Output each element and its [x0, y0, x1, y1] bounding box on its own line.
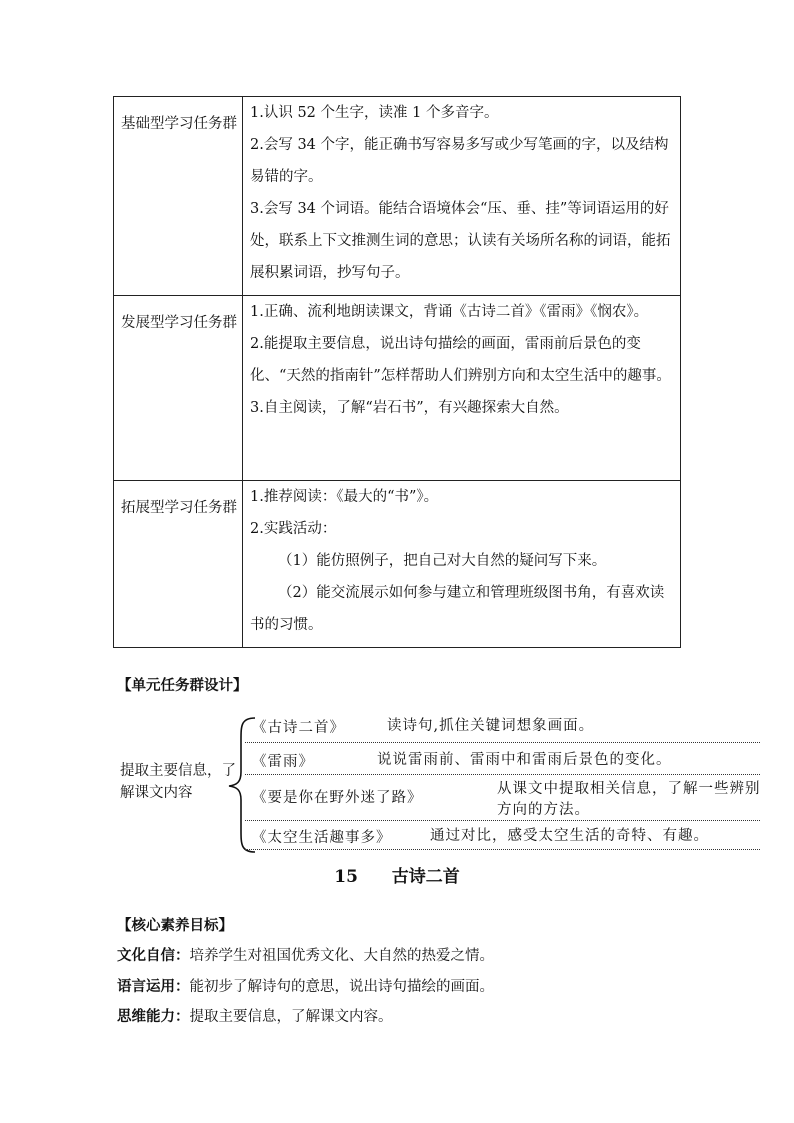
- divider: [245, 849, 760, 850]
- category-cell: 拓展型学习任务群: [121, 500, 237, 516]
- branch-title: 《雷雨》: [252, 754, 314, 770]
- list-item: 3.会写 34 个词语。能结合语境体会“压、垂、挂”等词语运用的好处，联系上下文推测生词的意思；认读有关场所名称的词语，能拓展积累词语，抄写句子。: [250, 201, 671, 281]
- task-group-table: [113, 96, 681, 648]
- category-cell: 发展型学习任务群: [121, 315, 237, 331]
- list-item: 3.自主阅读，了解“岩石书”，有兴趣探索大自然。: [250, 400, 569, 416]
- branch-desc: 读诗句,抓住关键词想象画面。: [387, 718, 595, 734]
- items-cell: [243, 296, 680, 430]
- branch-title: 《要是你在野外迷了路》: [252, 790, 423, 806]
- divider: [245, 774, 760, 775]
- table-row: [114, 296, 681, 481]
- goal-label: 语言运用：: [117, 978, 190, 995]
- lesson-title: [0, 862, 794, 887]
- divider: [245, 820, 760, 821]
- list-item: 2.会写 34 个字，能正确书写容易多写或少写笔画的字，以及结构易错的字。: [250, 137, 669, 185]
- branch-desc: 通过对比，感受太空生活的奇特、有趣。: [430, 828, 709, 844]
- goal-item: [117, 975, 494, 996]
- diagram-root-label: 提取主要信息，了解课文内容: [120, 763, 236, 801]
- goal-text: 培养学生对祖国优秀文化、大自然的热爱之情。: [189, 948, 494, 964]
- goal-item: [117, 1005, 393, 1026]
- goal-text: 能初步了解诗句的意思，说出诗句描绘的画面。: [189, 979, 494, 995]
- branch-title: 《太空生活趣事多》: [252, 830, 392, 846]
- items-cell: [243, 97, 680, 295]
- table-row: [114, 481, 681, 648]
- goal-item: [117, 944, 494, 965]
- list-item: 2.实践活动：: [250, 521, 337, 537]
- branch-desc: 说说雷雨前、雷雨中和雷雨后景色的变化。: [377, 752, 672, 768]
- list-item: 1.正确、流利地朗读课文，背诵《古诗二首》《雷雨》《悯农》。: [250, 304, 649, 320]
- unit-task-diagram: [112, 712, 772, 858]
- items-cell: [243, 481, 680, 647]
- list-item: 1.推荐阅读：《最大的“书”》。: [250, 489, 439, 505]
- list-item: （2）能交流展示如何参与建立和管理班级图书角，有喜欢读书的习惯。: [250, 585, 665, 633]
- lesson-name: 古诗二首: [391, 867, 460, 887]
- branch-desc: 从课文中提取相关信息，了解一些辨别方向的方法。: [497, 781, 761, 818]
- list-item: 1.认识 52 个生字，读准 1 个多音字。: [250, 105, 499, 121]
- table-row: [114, 97, 681, 296]
- branch-title: 《古诗二首》: [252, 720, 345, 736]
- core-goals-heading: 【核心素养目标】: [117, 917, 233, 934]
- goal-text: 提取主要信息，了解课文内容。: [189, 1009, 393, 1025]
- divider: [245, 742, 760, 743]
- unit-design-heading: 【单元任务群设计】: [117, 677, 248, 694]
- lesson-number: 15: [334, 867, 358, 887]
- list-item: （1）能仿照例子，把自己对大自然的疑问写下来。: [278, 553, 607, 569]
- list-item: 2.能提取主要信息，说出诗句描绘的画面，雷雨前后景色的变化、“天然的指南针”怎样帮助人们辨别方向和太空生活中的趣事。: [250, 336, 671, 384]
- goal-label: 文化自信：: [117, 947, 190, 964]
- category-cell: 基础型学习任务群: [121, 116, 237, 132]
- goal-label: 思维能力：: [117, 1008, 190, 1025]
